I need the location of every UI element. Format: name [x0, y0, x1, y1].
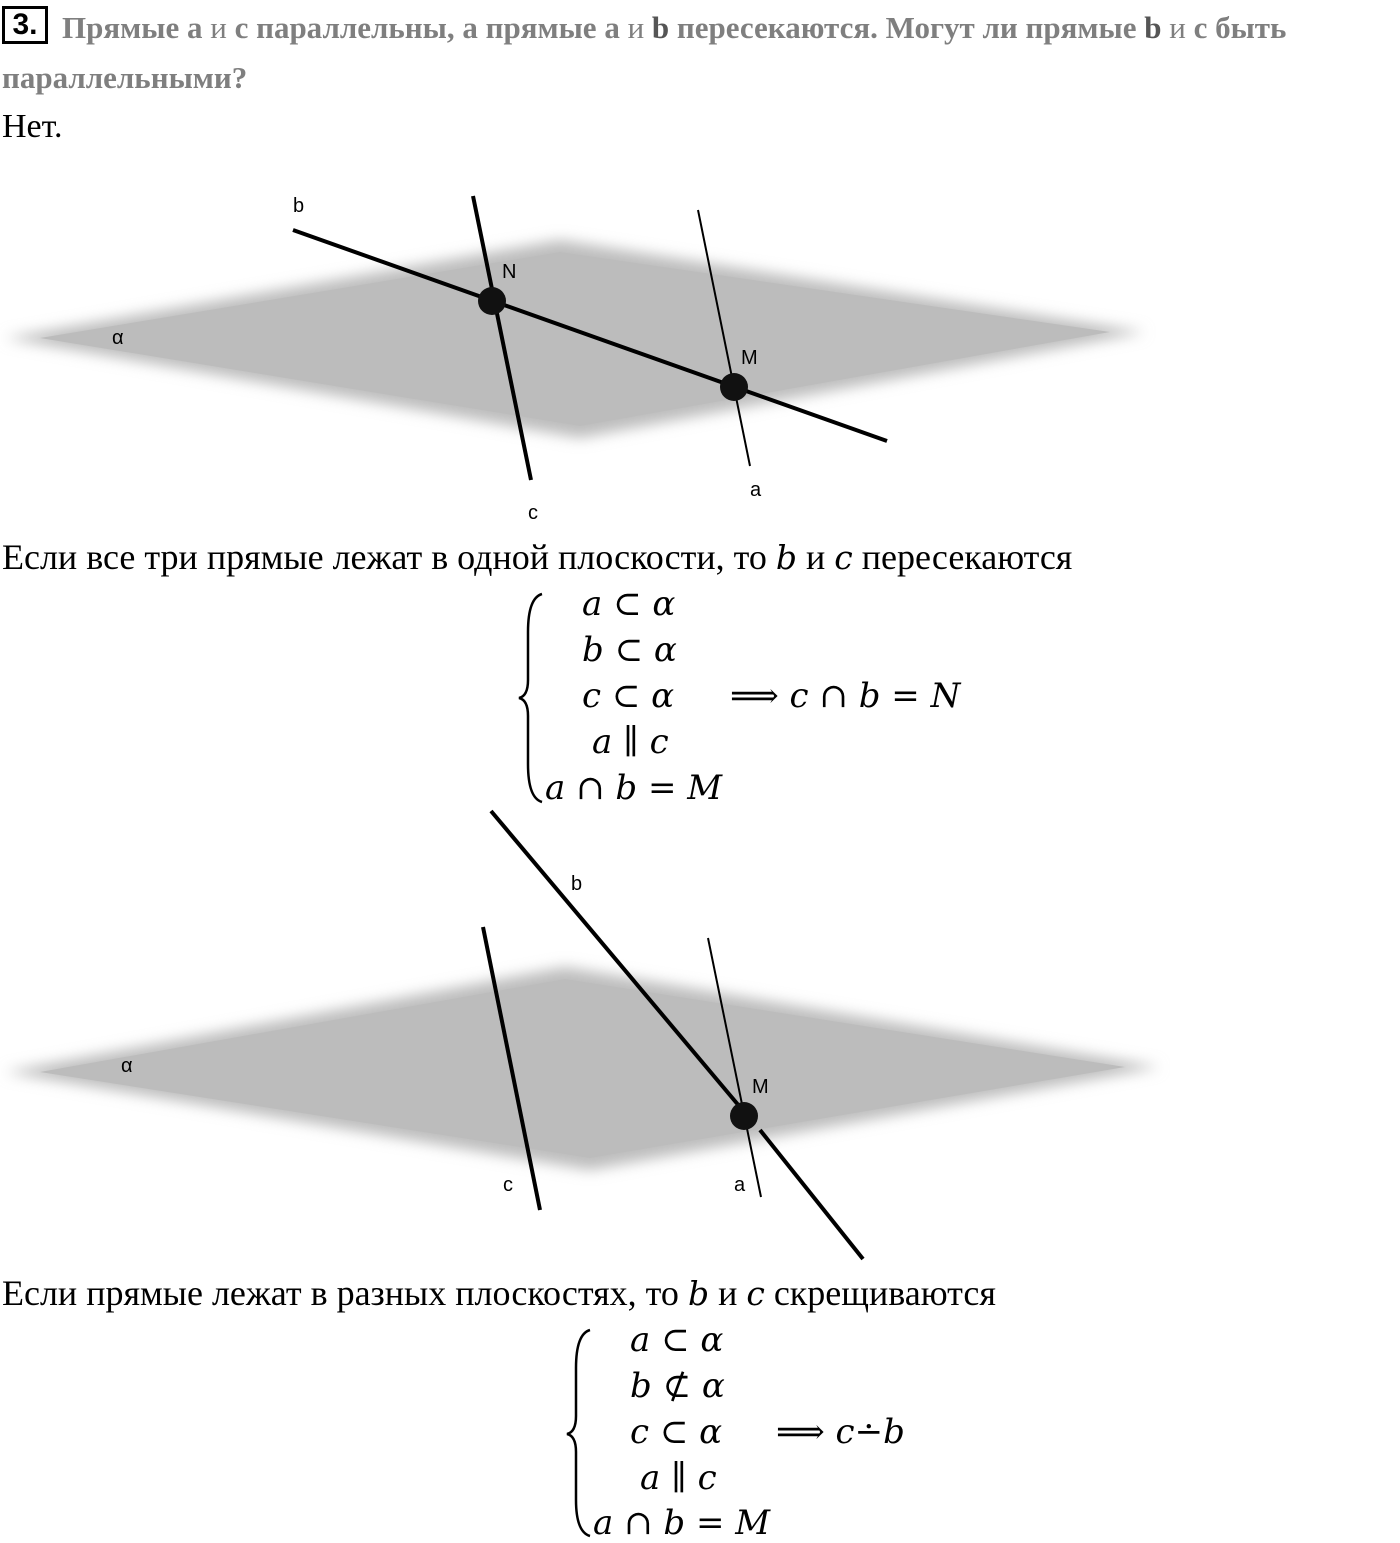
question-segment: Прямые — [62, 10, 187, 45]
point-m — [720, 373, 748, 401]
question-segment: и — [1161, 10, 1194, 45]
answer-text: Нет. — [2, 108, 63, 145]
system2-line-2: b ⊄ α — [630, 1366, 725, 1406]
line-b-below — [760, 1130, 863, 1259]
label-b: b — [293, 195, 305, 217]
question-segment: c — [234, 10, 249, 45]
system2-line-4: a ∥ c — [640, 1458, 717, 1498]
question-text-line1 — [62, 10, 1286, 46]
question-number: 3. — [2, 6, 48, 44]
point-m — [730, 1102, 758, 1130]
system-brace-1 — [516, 592, 546, 804]
label-n: N — [502, 261, 517, 283]
question-segment: b — [1144, 10, 1162, 45]
question-text-line2: параллельными? — [2, 60, 248, 95]
label-b: b — [571, 873, 583, 895]
statement-coplanar: Если все три прямые лежат в одной плоскости, то b и c пересекаются — [2, 537, 1073, 577]
question-segment: и — [619, 10, 652, 45]
system1-line-4: a ∥ c — [592, 722, 669, 762]
figure-skew — [0, 805, 1170, 1265]
question-segment: пересекаются. Могут ли прямые — [669, 10, 1145, 45]
label-alpha: α — [112, 327, 124, 349]
label-c: c — [528, 502, 538, 524]
system2-line-3: c ⊂ α — [630, 1412, 723, 1452]
question-segment: a — [186, 10, 203, 45]
system1-line-2: b ⊂ α — [582, 630, 677, 670]
question-segment: a — [604, 10, 620, 45]
question-segment: и — [202, 10, 235, 45]
label-a: a — [734, 1174, 746, 1196]
label-m: M — [752, 1076, 769, 1098]
label-c: c — [503, 1174, 513, 1196]
point-n — [478, 287, 506, 315]
system1-line-1: a ⊂ α — [582, 584, 676, 624]
question-segment: b — [651, 10, 670, 45]
question-segment: параллельны, а прямые — [248, 10, 605, 45]
label-alpha: α — [121, 1055, 133, 1077]
system2-result: ⟹ c∸b — [776, 1412, 905, 1452]
system2-line-5: a ∩ b = M — [593, 1503, 771, 1543]
statement-skew: Если прямые лежат в разных плоскостях, то b и c скрещиваются — [2, 1273, 996, 1313]
system1-line-5: a ∩ b = M — [545, 768, 723, 808]
question-segment: быть — [1207, 10, 1287, 45]
label-a: a — [750, 479, 762, 501]
system-brace-2 — [564, 1328, 594, 1538]
system2-line-1: a ⊂ α — [630, 1320, 724, 1360]
figure-coplanar — [0, 180, 1160, 530]
label-m: M — [741, 347, 758, 369]
question-segment: c — [1193, 10, 1208, 45]
system1-result: ⟹ c ∩ b = N — [730, 676, 961, 716]
system1-line-3: c ⊂ α — [582, 676, 675, 716]
